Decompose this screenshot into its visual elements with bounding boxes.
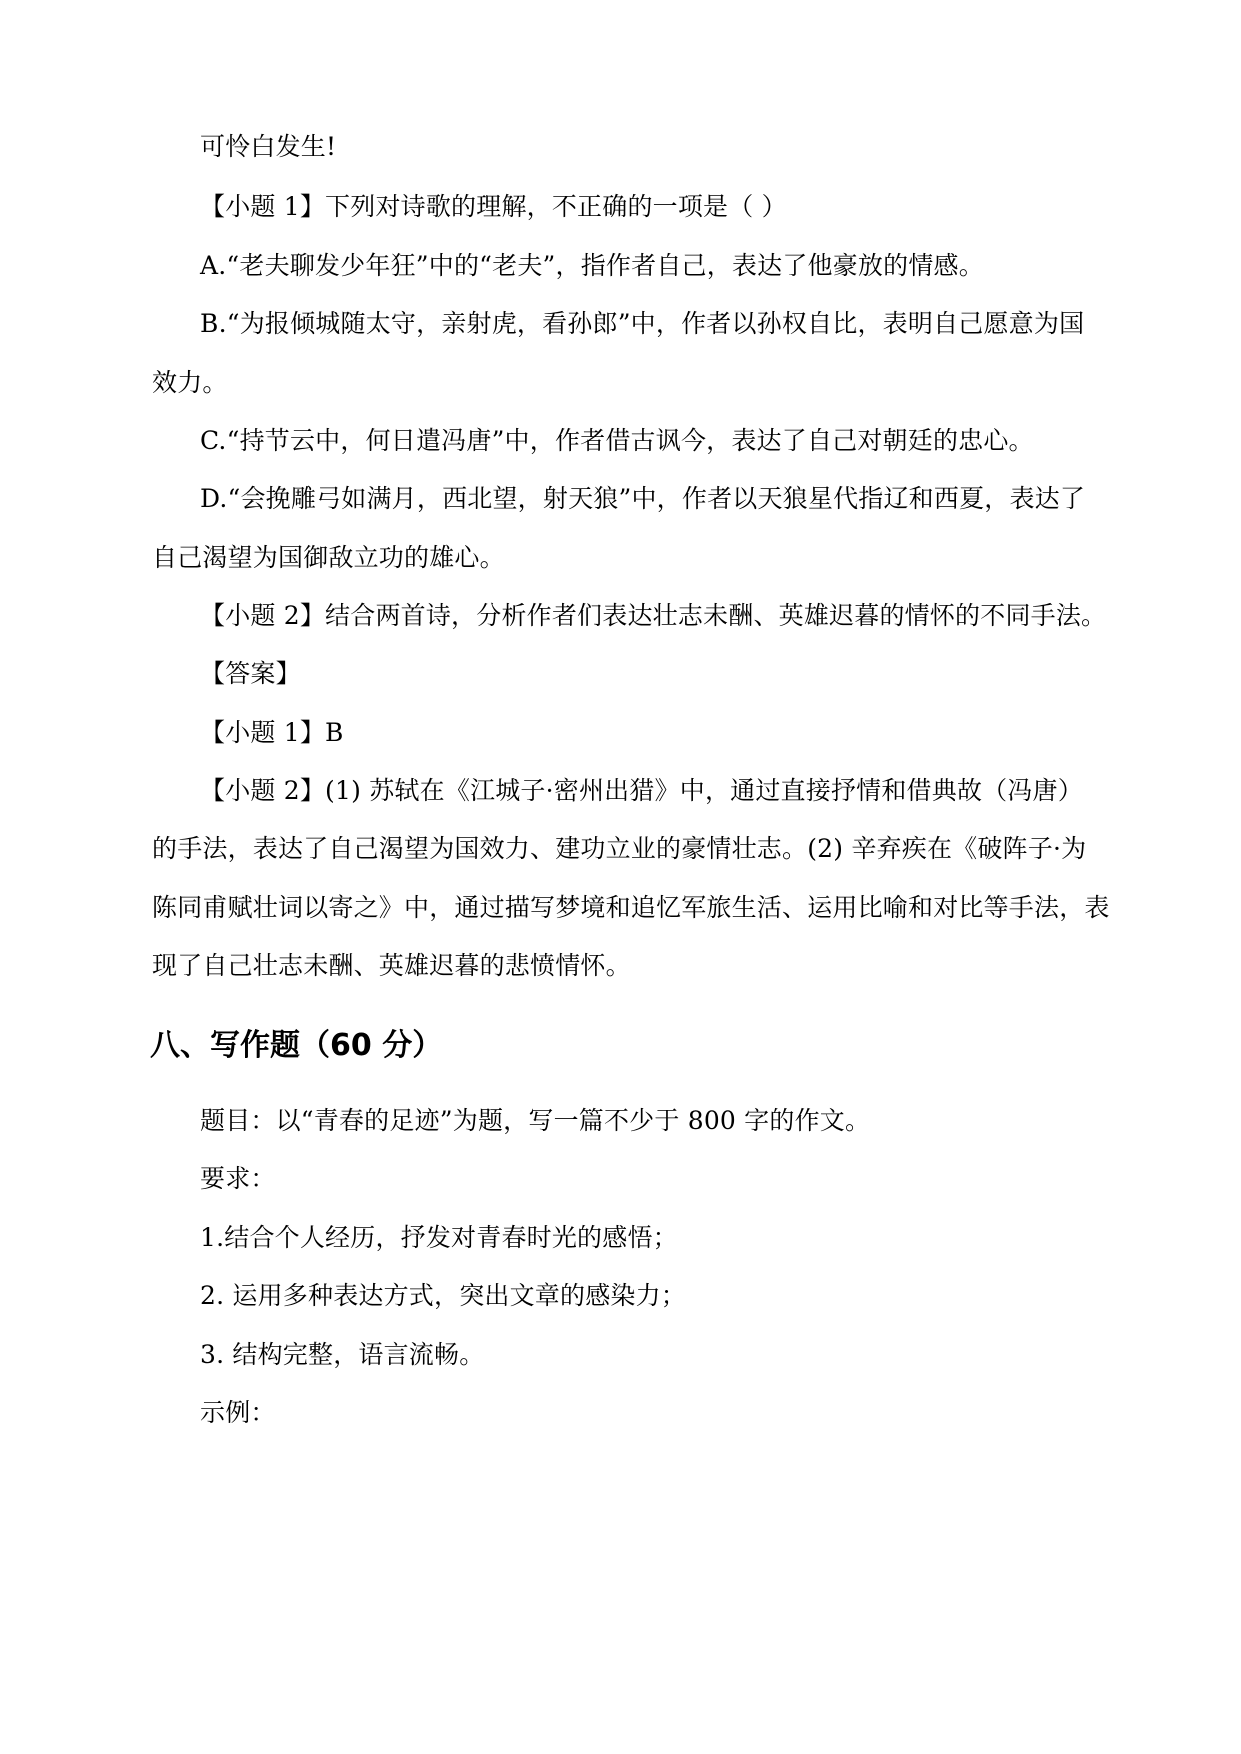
answer-question-2-line-2: 的手法，表达了自己渴望为国效力、建功立业的豪情壮志。(2) 辛弃疾在《破阵子·为: [152, 834, 1087, 863]
option-d-line-2: 自己渴望为国御敌立功的雄心。: [152, 543, 505, 572]
option-b-line-2: 效力。: [152, 368, 228, 397]
requirement-2: 2. 运用多种表达方式，突出文章的感染力；: [200, 1281, 687, 1310]
answer-question-2-line-3: 陈同甫赋壮词以寄之》中，通过描写梦境和追忆军旅生活、运用比喻和对比等手法，表: [152, 893, 1110, 922]
poem-tail-line: 可怜白发生!: [200, 132, 337, 161]
requirement-3: 3. 结构完整，语言流畅。: [200, 1340, 485, 1369]
question-1-prompt: 【小题 1】下列对诗歌的理解，不正确的一项是（ ）: [200, 192, 787, 221]
section-8-heading: 八、写作题（60 分）: [150, 1028, 443, 1063]
answer-question-2-line-1: 【小题 2】(1) 苏轼在《江城子·密州出猎》中，通过直接抒情和借典故（冯唐）: [200, 776, 1083, 805]
answer-heading: 【答案】: [200, 659, 301, 688]
option-a: A.“老夫聊发少年狂”中的“老夫”，指作者自己，表达了他豪放的情感。: [200, 251, 984, 280]
option-b-line-1: B.“为报倾城随太守，亲射虎，看孙郎”中，作者以孙权自比，表明自己愿意为国: [200, 309, 1085, 338]
answer-question-2-line-4: 现了自己壮志未酬、英雄迟暮的悲愤情怀。: [152, 951, 631, 980]
question-2-prompt: 【小题 2】结合两首诗，分析作者们表达壮志未酬、英雄迟暮的情怀的不同手法。: [200, 601, 1107, 630]
option-d-line-1: D.“会挽雕弓如满月，西北望，射天狼”中，作者以天狼星代指辽和西夏，表达了: [200, 484, 1086, 513]
option-c: C.“持节云中，何日遣冯唐”中，作者借古讽今，表达了自己对朝廷的忠心。: [200, 426, 1034, 455]
requirement-1: 1.结合个人经历，抒发对青春时光的感悟；: [200, 1223, 678, 1252]
requirements-label: 要求：: [200, 1164, 276, 1193]
answer-question-1: 【小题 1】B: [200, 718, 344, 747]
writing-topic: 题目：以“青春的足迹”为题，写一篇不少于 800 字的作文。: [200, 1106, 871, 1135]
example-label: 示例：: [200, 1398, 276, 1427]
